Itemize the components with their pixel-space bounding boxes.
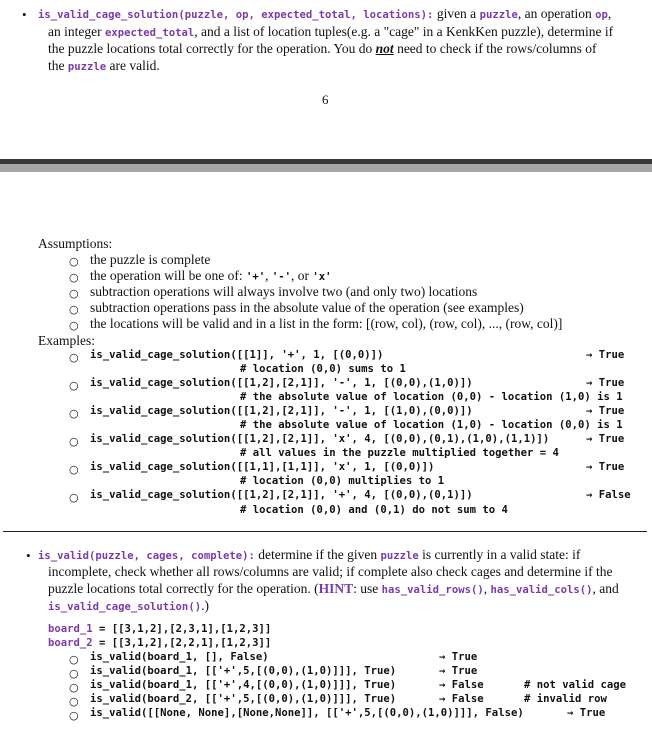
- not-emphasis: not: [375, 41, 394, 56]
- hint-label: HINT: [318, 581, 354, 596]
- assumption-item: the operation will be one of: '+', '-', or 'x': [90, 268, 332, 283]
- is-valid-call: is_valid(board_1, [], False): [90, 651, 269, 663]
- page-break-gray: [0, 164, 652, 172]
- example-result: → True: [586, 433, 625, 445]
- circle-bullet: ○: [69, 379, 79, 392]
- is-valid-call: is_valid([[None, None],[None,None]], [['+',5,[(0,0),(1,0)]]], False): [90, 707, 524, 719]
- example-call: is_valid_cage_solution([[1,2],[2,1]], '-', 1, [(1,0),(0,0)]): [90, 405, 473, 417]
- circle-bullet: ○: [69, 303, 79, 316]
- example-result: → True: [586, 349, 625, 361]
- circle-bullet: ○: [69, 287, 79, 300]
- example-call: is_valid_cage_solution([[1,2],[2,1]], 'x', 4, [(0,0),(0,1),(1,0),(1,1)]): [90, 433, 550, 445]
- circle-bullet: ○: [69, 695, 79, 708]
- function-signature: is_valid(puzzle, cages, complete):: [38, 550, 255, 562]
- is-valid-comment: # invalid row: [524, 693, 607, 705]
- circle-bullet: ○: [69, 667, 79, 680]
- section1-line4: the puzzle are valid.: [48, 58, 160, 73]
- assumption-item: the puzzle is complete: [90, 252, 211, 267]
- is-valid-call: is_valid(board_1, [['+',4,[(0,0),(1,0)]]], True): [90, 679, 397, 691]
- is-valid-result: → True: [439, 651, 478, 663]
- is-valid-result: → False: [439, 693, 484, 705]
- board-1-definition: board_1 = [[3,1,2],[2,3,1],[1,2,3]]: [48, 623, 272, 635]
- section2-line3: puzzle locations total correctly for the operation. (HINT: use has_valid_rows(), has_valid_cols(), and: [48, 581, 619, 596]
- example-result: → True: [586, 377, 625, 389]
- function-signature: is_valid_cage_solution(puzzle, op, expected_total, locations):: [38, 9, 434, 21]
- circle-bullet: ○: [69, 681, 79, 694]
- section1-line1: is_valid_cage_solution(puzzle, op, expected_total, locations): given a puzzle, an operation op,: [38, 6, 612, 21]
- example-result: → True: [586, 405, 625, 417]
- example-result: → False: [586, 489, 631, 501]
- example-comment: # the absolute value of location (0,0) - location (1,0) is 1: [240, 391, 623, 403]
- circle-bullet: ○: [69, 463, 79, 476]
- circle-bullet: ○: [69, 255, 79, 268]
- is-valid-comment: # not valid cage: [524, 679, 627, 691]
- example-call: is_valid_cage_solution([[1,1],[1,1]], 'x', 1, [(0,0)]): [90, 461, 435, 473]
- section1-line2: an integer expected_total, and a list of location tuples(e.g. a "cage" in a KenkKen puzzle), determine if: [48, 24, 614, 39]
- circle-bullet: ○: [69, 271, 79, 284]
- example-call: is_valid_cage_solution([[1,2],[2,1]], '+', 4, [(0,0),(0,1)]): [90, 489, 473, 501]
- circle-bullet: ○: [69, 653, 79, 666]
- is-valid-result: → False: [439, 679, 484, 691]
- section-divider: [3, 531, 647, 532]
- example-comment: # the absolute value of location (1,0) - location (0,0) is 1: [240, 419, 623, 431]
- section2-line4: is_valid_cage_solution().): [48, 598, 209, 613]
- is-valid-result: → True: [567, 707, 606, 719]
- example-comment: # location (0,0) sums to 1: [240, 363, 406, 375]
- example-call: is_valid_cage_solution([[1,2],[2,1]], '-', 1, [(0,0),(1,0)]): [90, 377, 473, 389]
- examples-heading: Examples:: [38, 333, 95, 348]
- circle-bullet: ○: [69, 319, 79, 332]
- is-valid-result: → True: [439, 665, 478, 677]
- is-valid-call: is_valid(board_2, [['+',5,[(0,0),(1,0)]]], True): [90, 693, 397, 705]
- bullet-dot: •: [22, 7, 27, 22]
- example-comment: # all values in the puzzle multiplied together = 4: [240, 447, 559, 459]
- section2-line2: incomplete, check whether all rows/columns are valid; if complete also check cages and determine if the: [48, 564, 613, 579]
- section1-line3: the puzzle locations total correctly for the operation. You do not need to check if the rows/columns of: [48, 41, 597, 56]
- example-comment: # location (0,0) multiplies to 1: [240, 475, 445, 487]
- section2-line1: is_valid(puzzle, cages, complete): determine if the given puzzle is currently in a valid state: if: [38, 547, 581, 562]
- circle-bullet: ○: [69, 435, 79, 448]
- assumptions-heading: Assumptions:: [38, 236, 113, 251]
- example-result: → True: [586, 461, 625, 473]
- assumption-item: the locations will be valid and in a list in the form: [(row, col), (row, col), ..., (row, col)]: [90, 316, 563, 331]
- example-call: is_valid_cage_solution([[1]], '+', 1, [(0,0)]): [90, 349, 384, 361]
- page-number: 6: [322, 92, 329, 107]
- circle-bullet: ○: [69, 407, 79, 420]
- assumption-item: subtraction operations pass in the absolute value of the operation (see examples): [90, 300, 524, 315]
- circle-bullet: ○: [69, 491, 79, 504]
- board-2-definition: board_2 = [[3,1,2],[2,2,1],[1,2,3]]: [48, 637, 272, 649]
- circle-bullet: ○: [69, 351, 79, 364]
- is-valid-call: is_valid(board_1, [['+',5,[(0,0),(1,0)]]], True): [90, 665, 397, 677]
- assumption-item: subtraction operations will always involve two (and only two) locations: [90, 284, 478, 299]
- example-comment: # location (0,0) and (0,1) do not sum to 4: [240, 504, 508, 516]
- circle-bullet: ○: [69, 709, 79, 722]
- bullet-dot: •: [26, 548, 31, 563]
